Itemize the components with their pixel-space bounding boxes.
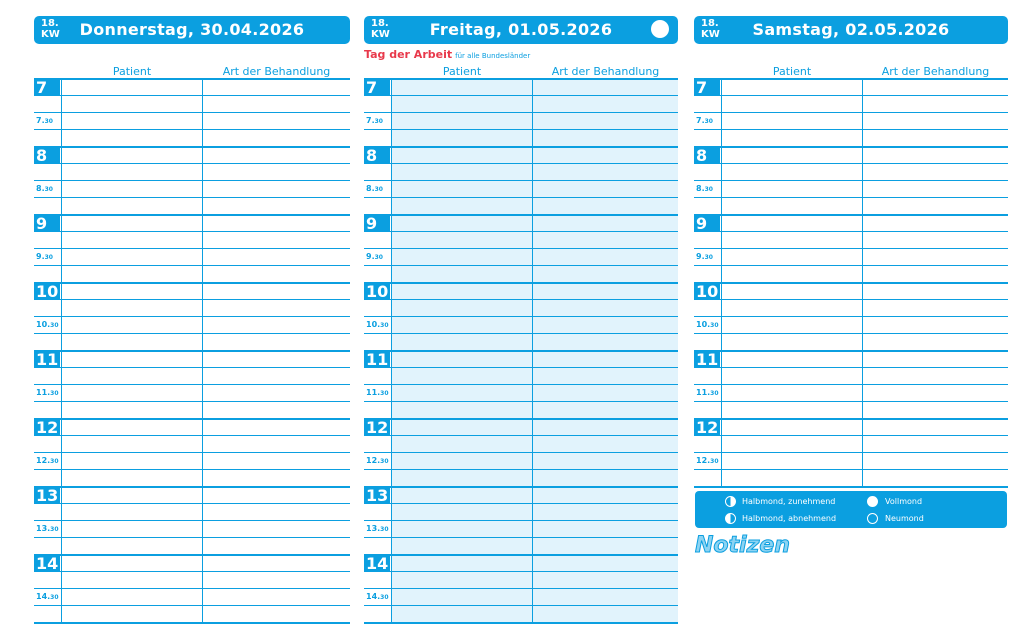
row-line bbox=[694, 180, 1008, 181]
half-hour-label: 9.30 bbox=[366, 252, 383, 261]
row-line bbox=[364, 588, 678, 589]
row-line bbox=[364, 469, 678, 470]
hour-label: 9 bbox=[364, 215, 390, 232]
hour-label: 14 bbox=[36, 554, 59, 573]
row-line bbox=[364, 537, 678, 538]
half-hour-label: 7.30 bbox=[366, 116, 383, 125]
row-line bbox=[364, 214, 678, 216]
row-line bbox=[694, 435, 1008, 436]
row-line bbox=[34, 231, 350, 232]
row-line bbox=[364, 231, 678, 232]
row-line bbox=[364, 112, 678, 113]
column-header-patient: Patient bbox=[112, 65, 152, 78]
row-line bbox=[364, 520, 678, 521]
row-line bbox=[694, 78, 1008, 80]
row-line bbox=[34, 588, 350, 589]
row-line bbox=[694, 486, 1008, 488]
row-line bbox=[694, 248, 1008, 249]
row-line bbox=[364, 401, 678, 402]
row-line bbox=[34, 554, 350, 556]
row-line bbox=[694, 282, 1008, 284]
row-line bbox=[694, 265, 1008, 266]
half-hour-label: 9.30 bbox=[36, 252, 53, 261]
hour-label: 7 bbox=[364, 79, 390, 96]
day-header bbox=[694, 16, 1008, 44]
hour-label: 7 bbox=[34, 79, 60, 96]
row-line bbox=[694, 469, 1008, 470]
row-line bbox=[364, 367, 678, 368]
row-line bbox=[364, 452, 678, 453]
row-line bbox=[364, 486, 678, 488]
row-line bbox=[34, 520, 350, 521]
hour-label: 8 bbox=[34, 147, 60, 164]
day-title: Freitag, 01.05.2026 bbox=[429, 20, 613, 39]
hour-label: 11 bbox=[36, 350, 59, 369]
schedule-grid[interactable] bbox=[34, 78, 350, 625]
hour-label: 7 bbox=[694, 79, 720, 96]
row-line bbox=[34, 129, 350, 130]
hour-label: 13 bbox=[366, 486, 389, 505]
half-hour-label: 8.30 bbox=[36, 184, 53, 193]
row-line bbox=[34, 605, 350, 606]
hour-label: 10 bbox=[36, 282, 59, 301]
half-hour-label: 13.30 bbox=[366, 524, 389, 533]
row-line bbox=[34, 469, 350, 470]
week-number: 18. KW bbox=[41, 18, 60, 40]
row-line bbox=[364, 248, 678, 249]
row-line bbox=[364, 129, 678, 130]
column-header-patient: Patient bbox=[772, 65, 812, 78]
row-line bbox=[694, 146, 1008, 148]
row-line bbox=[34, 180, 350, 181]
row-line bbox=[694, 299, 1008, 300]
day-header bbox=[34, 16, 350, 44]
row-line bbox=[34, 622, 350, 624]
waxing-half-moon-icon bbox=[725, 496, 736, 507]
hour-label: 13 bbox=[36, 486, 59, 505]
half-hour-label: 14.30 bbox=[366, 592, 389, 601]
half-hour-label: 7.30 bbox=[696, 116, 713, 125]
row-line bbox=[694, 231, 1008, 232]
row-line bbox=[694, 418, 1008, 420]
row-line bbox=[34, 299, 350, 300]
schedule-grid[interactable] bbox=[364, 78, 678, 625]
row-line bbox=[34, 248, 350, 249]
waning-half-moon-icon bbox=[725, 513, 736, 524]
half-hour-label: 10.30 bbox=[696, 320, 719, 329]
half-hour-label: 12.30 bbox=[696, 456, 719, 465]
row-line bbox=[34, 163, 350, 164]
row-line bbox=[364, 333, 678, 334]
row-line bbox=[694, 452, 1008, 453]
half-hour-label: 7.30 bbox=[36, 116, 53, 125]
row-line bbox=[694, 350, 1008, 352]
half-hour-label: 12.30 bbox=[36, 456, 59, 465]
week-number: 18. KW bbox=[701, 18, 720, 40]
hour-label: 14 bbox=[366, 554, 389, 573]
hour-label: 8 bbox=[694, 147, 720, 164]
day-header bbox=[364, 16, 678, 44]
row-line bbox=[34, 384, 350, 385]
row-line bbox=[364, 78, 678, 80]
hour-label: 11 bbox=[366, 350, 389, 369]
half-hour-label: 13.30 bbox=[36, 524, 59, 533]
row-line bbox=[34, 350, 350, 352]
legend-waxing-label: Halbmond, zunehmend bbox=[742, 497, 836, 506]
row-line bbox=[364, 503, 678, 504]
half-hour-label: 14.30 bbox=[36, 592, 59, 601]
hour-label: 8 bbox=[364, 147, 390, 164]
half-hour-label: 11.30 bbox=[366, 388, 389, 397]
row-line bbox=[694, 367, 1008, 368]
row-line bbox=[364, 554, 678, 556]
half-hour-label: 11.30 bbox=[36, 388, 59, 397]
row-line bbox=[364, 418, 678, 420]
row-line bbox=[364, 163, 678, 164]
new-moon-icon bbox=[867, 513, 878, 524]
row-line bbox=[34, 367, 350, 368]
week-number: 18. KW bbox=[371, 18, 390, 40]
hour-label: 12 bbox=[696, 418, 719, 437]
column-header-treatment: Art der Behandlung bbox=[551, 65, 660, 78]
holiday-label: Tag der Arbeit für alle Bundesländer bbox=[364, 48, 531, 61]
row-line bbox=[34, 197, 350, 198]
hour-label: 11 bbox=[696, 350, 719, 369]
half-hour-label: 9.30 bbox=[696, 252, 713, 261]
half-hour-label: 10.30 bbox=[366, 320, 389, 329]
row-line bbox=[34, 112, 350, 113]
row-line bbox=[364, 435, 678, 436]
row-line bbox=[34, 316, 350, 317]
half-hour-label: 8.30 bbox=[696, 184, 713, 193]
row-line bbox=[34, 78, 350, 80]
day-title: Donnerstag, 30.04.2026 bbox=[79, 20, 305, 39]
row-line bbox=[694, 333, 1008, 334]
row-line bbox=[34, 537, 350, 538]
full-moon-icon bbox=[651, 20, 669, 38]
row-line bbox=[34, 452, 350, 453]
row-line bbox=[34, 214, 350, 216]
row-line bbox=[364, 622, 678, 624]
column-header-patient: Patient bbox=[442, 65, 482, 78]
row-line bbox=[694, 384, 1008, 385]
hour-label: 9 bbox=[694, 215, 720, 232]
row-line bbox=[694, 163, 1008, 164]
row-line bbox=[34, 265, 350, 266]
row-line bbox=[364, 299, 678, 300]
row-line bbox=[364, 605, 678, 606]
row-line bbox=[34, 503, 350, 504]
half-hour-label: 11.30 bbox=[696, 388, 719, 397]
legend-full-label: Vollmond bbox=[885, 497, 923, 506]
row-line bbox=[364, 384, 678, 385]
half-hour-label: 10.30 bbox=[36, 320, 59, 329]
row-line bbox=[694, 95, 1008, 96]
row-line bbox=[34, 95, 350, 96]
half-hour-label: 12.30 bbox=[366, 456, 389, 465]
row-line bbox=[34, 282, 350, 284]
full-moon-icon bbox=[867, 496, 878, 507]
row-line bbox=[694, 129, 1008, 130]
hour-label: 10 bbox=[696, 282, 719, 301]
row-line bbox=[694, 112, 1008, 113]
notes-title: Notizen bbox=[695, 533, 790, 558]
hour-label: 10 bbox=[366, 282, 389, 301]
row-line bbox=[694, 401, 1008, 402]
column-header-treatment: Art der Behandlung bbox=[222, 65, 331, 78]
row-line bbox=[694, 316, 1008, 317]
row-line bbox=[364, 146, 678, 148]
row-line bbox=[364, 265, 678, 266]
row-line bbox=[364, 95, 678, 96]
row-line bbox=[364, 571, 678, 572]
hour-label: 12 bbox=[366, 418, 389, 437]
row-line bbox=[364, 316, 678, 317]
hour-label: 9 bbox=[34, 215, 60, 232]
row-line bbox=[34, 571, 350, 572]
half-hour-label: 8.30 bbox=[366, 184, 383, 193]
row-line bbox=[364, 197, 678, 198]
legend-waning-label: Halbmond, abnehmend bbox=[742, 514, 837, 523]
column-header-treatment: Art der Behandlung bbox=[881, 65, 990, 78]
moon-phase-legend bbox=[695, 491, 1007, 528]
hour-label: 12 bbox=[36, 418, 59, 437]
row-line bbox=[694, 214, 1008, 216]
row-line bbox=[34, 418, 350, 420]
row-line bbox=[34, 435, 350, 436]
row-line bbox=[34, 333, 350, 334]
row-line bbox=[364, 180, 678, 181]
row-line bbox=[364, 350, 678, 352]
legend-new-label: Neumond bbox=[885, 514, 924, 523]
row-line bbox=[34, 146, 350, 148]
day-title: Samstag, 02.05.2026 bbox=[752, 20, 950, 39]
row-line bbox=[364, 282, 678, 284]
row-line bbox=[34, 486, 350, 488]
row-line bbox=[34, 401, 350, 402]
schedule-grid[interactable] bbox=[694, 78, 1008, 498]
row-line bbox=[694, 197, 1008, 198]
